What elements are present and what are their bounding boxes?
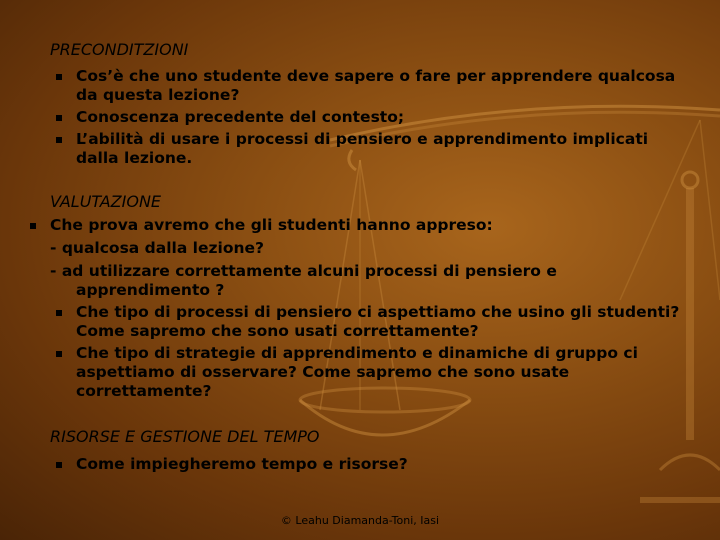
bullet-square-icon bbox=[30, 223, 36, 229]
list-item: Che prova avremo che gli studenti hanno appreso: bbox=[24, 216, 690, 235]
bullet-square-icon bbox=[56, 351, 62, 357]
section-evaluation bbox=[50, 192, 690, 401]
list-item: L’abilità di usare i processi di pensiero e apprendimento implicati dalla lezione. bbox=[50, 130, 690, 168]
list-item: Cos’è che uno studente deve sapere o fare per apprendere qualcosa da questa lezione? bbox=[50, 67, 690, 105]
list-item: Conoscenza precedente del contesto; bbox=[50, 108, 690, 127]
footer-credit: © Leahu Diamanda-Toni, Iasi bbox=[280, 514, 440, 527]
list-item: Come impiegheremo tempo e risorse? bbox=[50, 455, 690, 474]
section-heading: RISORSE E GESTIONE DEL TEMPO bbox=[50, 427, 320, 446]
bullet-square-icon bbox=[56, 115, 62, 121]
section-heading: VALUTAZIONE bbox=[50, 192, 162, 211]
list-item: - ad utilizzare correttamente alcuni processi di pensiero e apprendimento ? bbox=[50, 262, 557, 299]
bullet-square-icon bbox=[56, 310, 62, 316]
list-item: - qualcosa dalla lezione? bbox=[50, 239, 265, 257]
slide-content bbox=[50, 40, 690, 474]
section-resources bbox=[50, 427, 690, 474]
list-item: Che tipo di processi di pensiero ci aspettiamo che usino gli studenti? Come sapremo che sono usati correttamente? bbox=[50, 303, 690, 341]
bullet-square-icon bbox=[56, 74, 62, 80]
section-preconditions bbox=[50, 40, 690, 168]
bullet-square-icon bbox=[56, 137, 62, 143]
bullet-square-icon bbox=[56, 462, 62, 468]
section-heading: PRECONDITZIONI bbox=[50, 40, 189, 59]
list-item: Che tipo di strategie di apprendimento e dinamiche di gruppo ci aspettiamo di osservare? Come sapremo che sono usate correttamente? bbox=[50, 344, 690, 401]
